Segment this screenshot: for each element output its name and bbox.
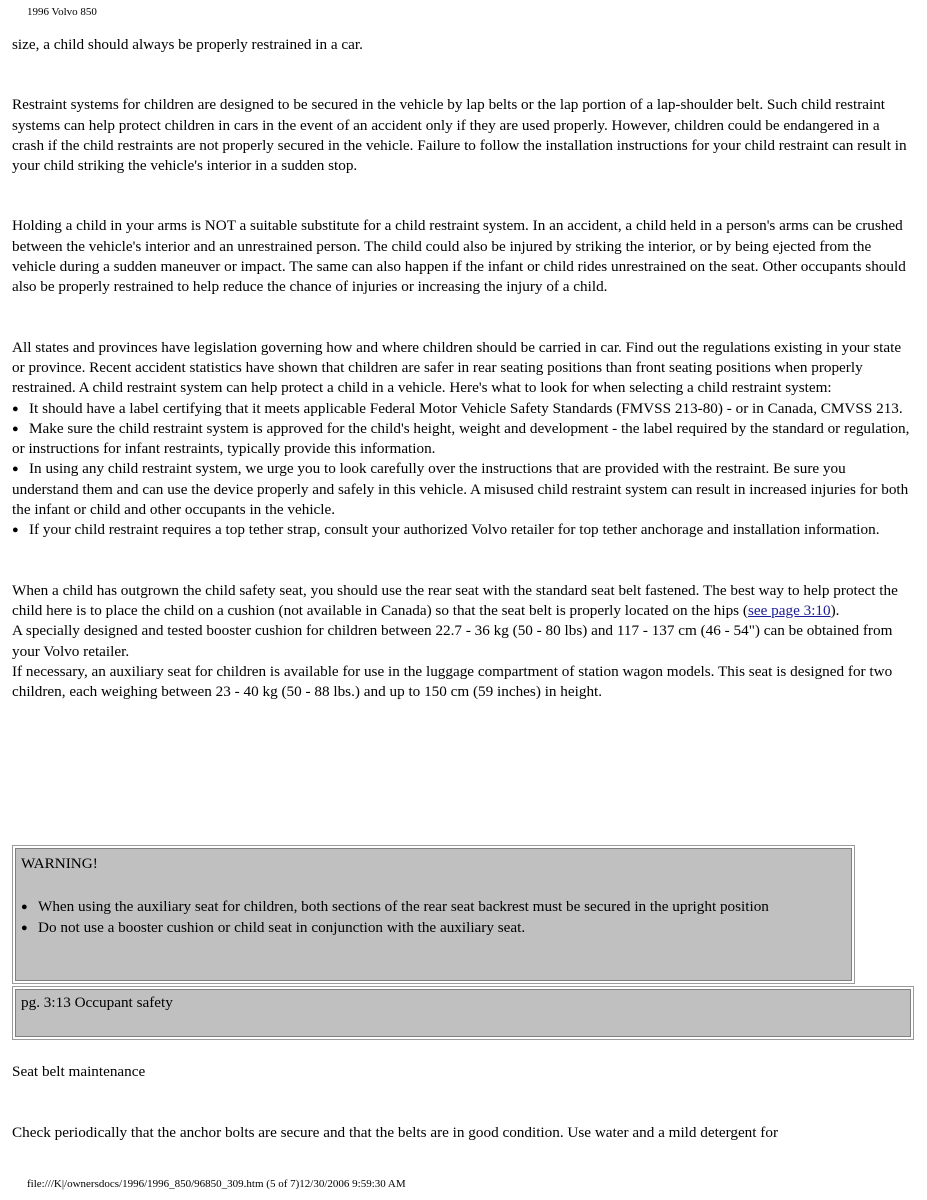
bullet-icon: ● [12, 422, 19, 435]
list-item-text: In using any child restraint system, we urge you to look carefully over the instructions that are provided with the restraint. Be sure you understand them and can use the device properly and safely in this vehicle. A misused child restraint system can result in increased injuries for both the infant or child and other occupants in the vehicle. [12, 460, 909, 519]
warning-item-text: When using the auxiliary seat for children, both sections of the rear seat backrest must be secured in the upright position [38, 898, 769, 916]
document-footer: file:///K|/ownersdocs/1996/1996_850/96850_309.htm (5 of 7)12/30/2006 9:59:30 AM [27, 1178, 406, 1190]
holding-child-paragraph: Holding a child in your arms is NOT a suitable substitute for a child restraint system. In an accident, a child held in a person's arms can be crushed between the vehicle's interior and an unrestrained person. The child could also be injured by striking the interior, or by being ejected from the vehicle during a sudden maneuver or impact. The same can also happen if the infant or child rides unrestrained on the seat. Other occupants should also be properly restrained to help reduce the chance of injuries or increasing the injury of a child. [12, 217, 906, 296]
main-content [12, 35, 912, 702]
list-item-text: It should have a label certifying that it meets applicable Federal Motor Vehicle Safety Standards (FMVSS 213-80) - or in Canada, CMVSS 213. [29, 399, 903, 417]
document-header: 1996 Volvo 850 [27, 6, 97, 18]
restraint-systems-paragraph: Restraint systems for children are designed to be secured in the vehicle by lap belts or the lap portion of a lap-shoulder belt. Such child restraint systems can help protect children in cars in the event of an accident only if they are used properly. However, children could be endangered in a crash if the child restraints are not properly secured in the vehicle. Failure to follow the installation instructions for your child restraint can result in your child striking the vehicle's interior in a sudden stop. [12, 96, 907, 175]
see-page-link[interactable]: see page 3:10 [747, 601, 831, 619]
bullet-icon: ● [12, 463, 19, 476]
bullet-icon: ● [12, 402, 19, 415]
list-item [12, 419, 912, 460]
selection-bullet-list [12, 399, 912, 541]
page-label-box [12, 986, 914, 1040]
list-item-text: Make sure the child restraint system is approved for the child's height, weight and development - the label required by the standard or regulation, or instructions for infant restraints, typically provide this information. [12, 419, 910, 458]
auxiliary-seat-paragraph: If necessary, an auxiliary seat for children is available for use in the luggage compartment of station wagon models. This seat is designed for two children, each weighing between 23 - 40 kg (50 - 88 lbs.) and up to 150 cm (59 inches) in height. [12, 662, 893, 701]
spacer [12, 298, 912, 338]
list-item [12, 399, 912, 419]
list-item [12, 459, 912, 520]
warning-box-inner [15, 848, 852, 981]
outgrown-seat-paragraph [12, 581, 912, 622]
intro-paragraph: size, a child should always be properly restrained in a car. [12, 36, 363, 53]
outgrown-text-end: ). [830, 601, 840, 619]
list-item [12, 520, 912, 540]
spacer [12, 55, 912, 95]
spacer [12, 176, 912, 216]
section-heading: Seat belt maintenance [12, 1063, 146, 1080]
legislation-paragraph: All states and provinces have legislation governing how and where children should be carried in car. Find out the regulations existing in your state or province. Recent accident statistics have shown that children are safer in rear seating positions than front seating positions when properly restrained. A child restraint system can help protect a child in a vehicle. Here's what to look for when selecting a child restraint system: [12, 338, 902, 397]
warning-box [12, 845, 855, 984]
bullet-icon: ● [21, 921, 28, 934]
bullet-icon: ● [12, 524, 19, 537]
list-item-text: If your child restraint requires a top tether strap, consult your authorized Volvo retailer for top tether anchorage and installation information. [29, 521, 880, 539]
warning-item [21, 918, 846, 938]
spacer [21, 874, 846, 897]
warning-title: WARNING! [21, 855, 98, 872]
bullet-icon: ● [21, 901, 28, 914]
page-label: pg. 3:13 Occupant safety [15, 989, 911, 1037]
booster-cushion-paragraph: A specially designed and tested booster cushion for children between 22.7 - 36 kg (50 - 80 lbs) and 117 - 137 cm (46 - 54") can be obtained from your Volvo retailer. [12, 622, 893, 660]
outgrown-text: When a child has outgrown the child safety seat, you should use the rear seat with the standard seat belt fastened. The best way to help protect the child here is to place the child on a cushion (not available in Canada) so that the seat belt is properly located on the hips ( [12, 581, 898, 619]
warning-item-text: Do not use a booster cushion or child seat in conjunction with the auxiliary seat. [38, 918, 526, 936]
maintenance-paragraph: Check periodically that the anchor bolts are secure and that the belts are in good condition. Use water and a mild detergent for [12, 1124, 779, 1141]
spacer [12, 541, 912, 581]
warning-item [21, 897, 846, 917]
